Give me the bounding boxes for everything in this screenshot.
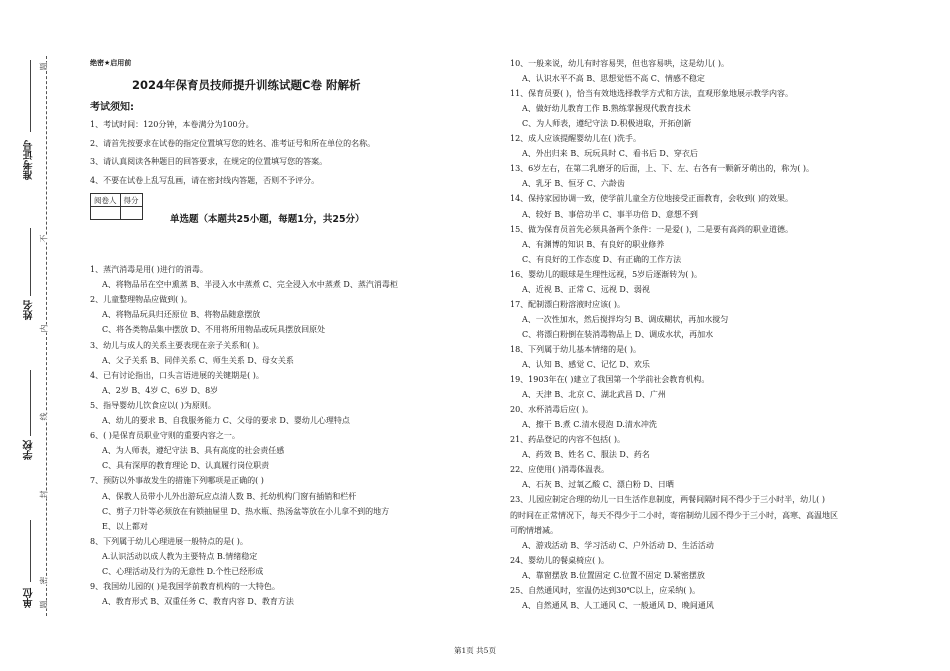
question-text: 18、下列属于幼儿基本情绪的是( )。 <box>510 344 641 354</box>
answer-options: A、将物品吊在空中熏蒸 B、半浸入水中蒸煮 C、完全浸入水中蒸煮 D、蒸汽消毒柜 <box>102 280 398 290</box>
question-text: 23、儿园应制定合理的幼儿一日生活作息制度，两餐间隔时间不得少于三小时半，幼儿( ) <box>510 495 825 505</box>
answer-options: A、自然通风 B、人工通风 C、一般通风 D、晚间通风 <box>522 600 714 610</box>
answer-options: C、剪子刀针等必须放在有锁抽屉里 D、热水瓶、热汤盆等放在小儿拿不到的地方 <box>102 506 390 516</box>
answer-options: C、将各类物品集中摆放 D、不用将所用物品或玩具摆放回原处 <box>102 325 326 335</box>
question-text: 24、婴幼儿的餐桌椅应( )。 <box>510 555 609 565</box>
field-line-school <box>30 370 31 436</box>
question-text: 12、成人应该提醒婴幼儿在( )洗手。 <box>510 134 641 144</box>
question-text: 16、婴幼儿的眼球是生理性远视，5岁后逐渐转为( )。 <box>510 269 703 279</box>
field-line-name <box>30 228 31 296</box>
answer-options: A、为人师表，遵纪守法 B、具有高度的社会责任感 <box>102 446 285 456</box>
notice-item: 4、不要在试卷上乱写乱画，请在密封线内答题，否则不予评分。 <box>90 176 320 185</box>
binding-margin <box>0 0 80 671</box>
answer-options: A、药效 B、姓名 C、服法 D、药名 <box>522 450 650 460</box>
question-text: 21、药品登记的内容不包括( )。 <box>510 435 625 445</box>
answer-options: A、幼儿的要求 B、自我服务能力 C、父母的要求 D、婴幼儿心理特点 <box>102 416 350 425</box>
seal-char: 线 <box>39 412 49 421</box>
seal-char: 不 <box>39 234 49 243</box>
question-text: 2、儿童整理物品应做到( )。 <box>90 295 192 305</box>
question-text: 22、应使用( )消毒体温表。 <box>510 465 609 475</box>
answer-options: A、2岁 B、4岁 C、6岁 D、8岁 <box>102 385 219 395</box>
answer-options: A、认识水平不高 B、思想觉悟不高 C、情感不稳定 <box>522 74 705 84</box>
score-cell: 得分 <box>120 194 142 207</box>
question-text: 1、蒸汽消毒是用( )进行的消毒。 <box>90 265 208 274</box>
question-text: 19、1903年在( )建立了我国第一个学前社会教育机构。 <box>510 375 710 385</box>
seal-char: 题 <box>39 62 49 71</box>
answer-options: A、靠窗摆放 B.位置固定 C.位置不固定 D.紧密摆放 <box>522 570 705 580</box>
seal-char: 密 <box>39 576 49 585</box>
answer-options: A、外出归来 B、玩玩具时 C、看书后 D、穿衣后 <box>522 149 698 159</box>
answer-options: E、以上都对 <box>102 521 148 531</box>
grader-input-cell <box>91 207 121 220</box>
question-text: 14、保持家园协调一致，使学前儿童全方位地接受正面教育，会收到( )的效果。 <box>510 194 793 204</box>
notice-item: 2、请首先按要求在试卷的指定位置填写您的姓名、准考证号和所在单位的名称。 <box>90 139 376 148</box>
field-label-exam-id: 准考证号 <box>24 140 35 180</box>
score-input-cell <box>120 207 142 220</box>
answer-options: A、近视 B、正常 C、远视 D、弱视 <box>522 284 650 294</box>
secret-label: 绝密★启用前 <box>90 59 132 67</box>
question-text: 可酌情增减。 <box>510 525 558 535</box>
answer-options: A、天津 B、北京 C、湖北武昌 D、广州 <box>522 390 666 400</box>
question-text: 3、幼儿与成人的关系主要表现在亲子关系和( )。 <box>90 340 264 350</box>
page-title: 2024年保育员技师提升训练试题C卷 附解析 <box>132 78 361 92</box>
answer-options: A、教育形式 B、双重任务 C、教育内容 D、教育方法 <box>102 597 294 607</box>
question-text: 10、一般来说，幼儿有时容易哭，但也容易哄，这是幼儿( )。 <box>510 59 729 68</box>
question-text: 20、水杯消毒后应( )。 <box>510 405 593 415</box>
notice-item: 3、请认真阅读各种题目的回答要求，在规定的位置填写您的答案。 <box>90 157 328 166</box>
question-text: 的时间在正常情况下，每天不得少于二小时，寄宿制幼儿园不得少于三小时，高寒、高温地区 <box>510 510 838 520</box>
answer-options: A、石灰 B、过氧乙酸 C、漂白粉 D、日晒 <box>522 480 674 490</box>
answer-options: A、保教人员带小儿外出游玩应点清人数 B、托幼机构门窗有插销和栏杆 <box>102 491 357 501</box>
answer-options: C、有良好的工作态度 D、有正确的工作方法 <box>522 254 682 264</box>
field-line-exam-id <box>30 60 31 132</box>
page-footer: 第1页 共5页 <box>454 646 496 655</box>
question-text: 5、指导婴幼儿饮食应以( )为原则。 <box>90 400 216 410</box>
seal-char: 题 <box>39 600 49 609</box>
question-text: 4、已有讨论指出，口头言语进展的关键期是( )。 <box>90 370 264 380</box>
answer-options: A、父子关系 B、同伴关系 C、师生关系 D、母女关系 <box>102 355 294 365</box>
answer-options: C、心理活动及行为的无意性 D.个性已经形成 <box>102 567 264 576</box>
answer-options: C、为人师表，遵纪守法 D.积极进取，开拓创新 <box>522 119 692 129</box>
answer-options: C、具有深厚的教育理论 D、认真履行岗位职责 <box>102 461 270 471</box>
field-label-school: 学校 <box>24 440 35 460</box>
answer-options: A、将物品玩具归还原位 B、将物品随意摆放 <box>102 310 261 320</box>
question-text: 15、做为保育员首先必须具备两个条件：一是爱( )，二是要有高尚的职业道德。 <box>510 224 793 234</box>
question-text: 9、我国幼儿园的( )是我国学前教育机构的一大特色。 <box>90 582 280 592</box>
notice-item: 1、考试时间：120分钟，本卷满分为100分。 <box>90 120 254 129</box>
answer-options: A、做好幼儿教育工作 B.熟练掌握现代教育技术 <box>522 104 691 114</box>
answer-options: C、将漂白粉倒在装消毒物品上 D、调成水状，再加水 <box>522 329 714 339</box>
question-text: 8、下列属于幼儿心理进展一般特点的是( )。 <box>90 536 248 546</box>
answer-options: A.认识活动以成人教为主要特点 B.情绪稳定 <box>102 551 258 561</box>
question-text: 7、预防以外事故发生的措施下列哪项是正确的( ) <box>90 476 264 486</box>
answer-options: A、乳牙 B、恒牙 C、六龄齿 <box>522 179 625 189</box>
question-text: 11、保育员要( )，恰当有效地选择教学方式和方法，直观形象地展示教学内容。 <box>510 89 793 99</box>
notice-title: 考试须知: <box>90 102 134 113</box>
question-text: 6、( )是保育员职业守则的重要内容之一。 <box>90 431 240 441</box>
field-label-name: 姓名 <box>24 300 35 320</box>
answer-options: A、较好 B、事倍功半 C、事半功倍 D、意想不到 <box>522 209 698 219</box>
field-label-unit: 单位 <box>24 588 35 608</box>
score-table <box>90 193 143 220</box>
answer-options: A、一次性加水，然后搅拌均匀 B、调成糊状，再加水搅匀 <box>522 314 729 324</box>
question-text: 13、6岁左右，在第二乳磨牙的后面，上、下、左、右各有一颗新牙萌出的，称为( )。 <box>510 164 815 174</box>
answer-options: A、游戏活动 B、学习活动 C、户外活动 D、生活活动 <box>522 540 714 550</box>
grader-cell: 阅卷人 <box>91 194 121 207</box>
seal-char: 内 <box>39 324 49 333</box>
question-text: 25、自然通风时，室温仍达到30℃以上，应采纳( )。 <box>510 585 701 595</box>
seal-char: 封 <box>39 490 49 499</box>
answer-options: A、认知 B、感觉 C、记忆 D、欢乐 <box>522 360 650 369</box>
section-title: 单选题（本题共25小题，每题1分，共25分） <box>170 214 365 225</box>
field-line-unit <box>30 520 31 582</box>
question-text: 17、配制漂白粉溶液时应该( )。 <box>510 299 625 309</box>
answer-options: A、有渊博的知识 B、有良好的职业修养 <box>522 239 665 249</box>
answer-options: A、擦干 B.煮 C.清水侵泡 D.清水冲洗 <box>522 420 657 430</box>
seal-dashed-line <box>46 56 47 616</box>
